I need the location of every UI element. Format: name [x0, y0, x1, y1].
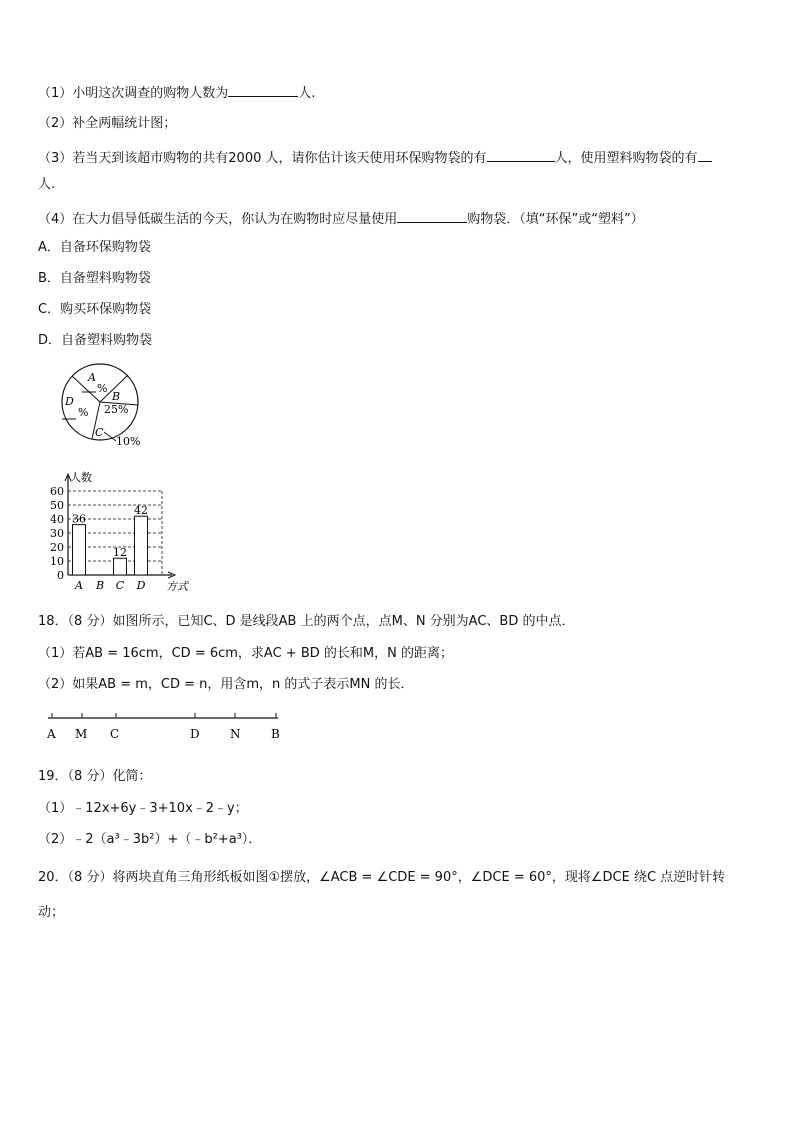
point-n: N: [230, 727, 241, 741]
y-tick-label: 50: [50, 499, 64, 512]
y-tick-label: 20: [50, 541, 64, 554]
pie-pct-a: %: [97, 382, 108, 395]
pie-label-d: D: [65, 395, 74, 408]
bar: [73, 525, 86, 575]
y-tick-label: 60: [50, 485, 64, 498]
q18-part1: （1）若AB = 16cm，CD = 6cm，求AC + BD 的长和M，N 的距离；: [38, 646, 453, 661]
option-b: B．自备塑料购物袋: [38, 271, 151, 286]
y-axis-label: 人数: [70, 471, 92, 484]
q19-part2: （2）﹣2（a³﹣3b²）+（﹣b²+a³）．: [38, 832, 262, 847]
bar: [114, 558, 127, 575]
bar-value-label: 12: [113, 546, 127, 560]
bar-chart: [38, 466, 208, 594]
option-c: C．购买环保购物袋: [38, 302, 152, 317]
pie-chart: [48, 362, 158, 450]
x-tick-label: D: [136, 579, 146, 592]
answer-blank[interactable]: [698, 147, 712, 162]
answer-blank[interactable]: [397, 208, 467, 223]
answer-blank[interactable]: [487, 147, 555, 162]
q18-title: 18．（8 分）如图所示，已知C、D 是线段AB 上的两个点，点M、N 分别为AC、BD 的中点．: [38, 614, 575, 629]
answer-blank[interactable]: [228, 82, 298, 97]
point-b: B: [271, 727, 280, 741]
bar-value-label: 42: [134, 504, 148, 518]
pie-label-c: C: [95, 426, 104, 439]
y-tick-label: 10: [50, 555, 64, 568]
q17-part3: （3）若当天到该超市购物的共有2000 人，请你估计该天使用环保购物袋的有 人，使用塑料购物袋的有: [38, 147, 712, 168]
point-m: M: [75, 727, 88, 741]
x-tick-label: A: [75, 579, 83, 592]
y-tick-label: 40: [50, 513, 64, 526]
pie-pct-d: %: [78, 406, 89, 419]
option-a: A．自备环保购物袋: [38, 240, 151, 255]
option-d: D．自备塑料购物袋: [38, 333, 153, 348]
x-tick-label: B: [95, 579, 105, 592]
bar-value-label: 36: [72, 512, 86, 526]
q19-title: 19．（8 分）化简：: [38, 769, 152, 784]
q18-part2: （2）如果AB = m，CD = n，用含m，n 的式子表示MN 的长．: [38, 677, 414, 692]
pie-pct-b: 25%: [104, 403, 129, 416]
q17-part3-end: 人.: [38, 177, 56, 192]
q19-part1: （1）﹣12x+6y﹣3+10x﹣2﹣y；: [38, 801, 248, 816]
x-axis-label: 方式: [166, 580, 188, 593]
y-tick-label: 30: [50, 527, 64, 540]
pie-label-a: A: [88, 371, 96, 384]
x-tick-label: C: [115, 579, 125, 592]
y-tick-label: 0: [57, 569, 64, 582]
q17-part2: （2）补全两幅统计图；: [38, 116, 177, 131]
pie-label-b: B: [112, 390, 121, 403]
q20-line1: 20．（8 分）将两块直角三角形纸板如图①摆放，∠ACB = ∠CDE = 90°，∠DCE = 60°，现将∠DCE 绕C 点逆时针转: [38, 870, 726, 885]
point-c: C: [110, 727, 120, 741]
pie-pct-c: 10%: [116, 435, 141, 448]
q17-part1: （1）小明这次调查的购物人数为 人.: [38, 82, 315, 103]
segment-diagram: [40, 708, 290, 744]
q20-line2: 动；: [38, 905, 65, 920]
q17-part4: （4）在大力倡导低碳生活的今天，你认为在购物时应尽量使用 购物袋．（填“环保”或“塑料”）: [38, 208, 644, 229]
bar: [135, 516, 148, 575]
point-a: A: [47, 727, 56, 741]
point-d: D: [190, 727, 200, 741]
